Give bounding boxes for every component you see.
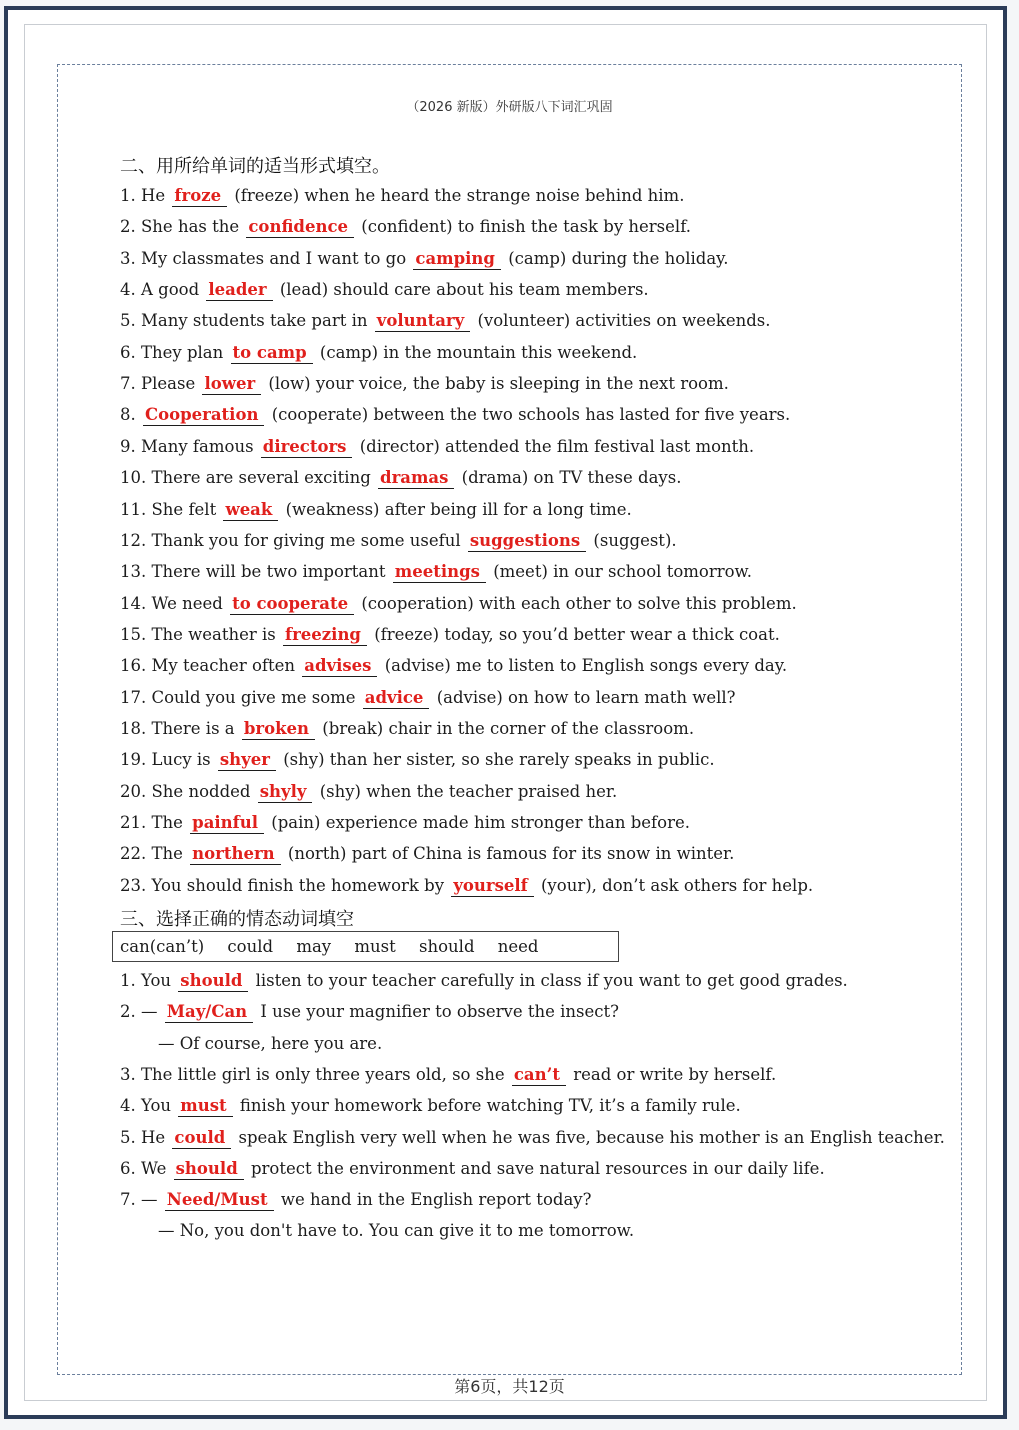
question-text-before: He [141,1127,166,1147]
answer-blank: to cooperate [230,594,354,615]
question-number: 23. [120,875,147,895]
question-line [120,183,684,209]
word-bank-item: must [354,937,396,956]
question-text-before: The weather is [151,624,276,644]
question-line [120,1156,825,1182]
question-text-before: Lucy is [151,750,211,770]
question-text-after: read or write by herself. [573,1064,777,1084]
question-text-after: (shy) than her sister, so she rarely speaks in public. [283,750,715,770]
question-text-before: There is a [151,718,235,738]
question-text-after: (weakness) after being ill for a long time. [285,499,632,519]
answer-blank: broken [242,719,315,740]
word-bank [112,931,619,962]
question-line [120,810,690,836]
question-text-after: (suggest). [593,530,677,550]
question-text-after: I use your magnifier to observe the insect? [260,1002,619,1022]
word-bank-item: can(can’t) [120,937,205,956]
answer-blank: advises [302,656,377,677]
question-line [120,999,619,1025]
answer-blank: weak [223,500,278,521]
question-text-before: My teacher often [151,656,296,676]
question-line [158,1218,634,1244]
question-text-after: (advise) me to listen to English songs every day. [384,656,788,676]
question-number: 17. [120,687,147,707]
answer-blank: leader [206,280,272,301]
question-line [120,653,787,679]
question-text-after: listen to your teacher carefully in class if you want to get good grades. [255,971,848,990]
question-number: 15. [120,624,147,644]
question-number: 3. [120,248,136,268]
question-text-before: My classmates and I want to go [141,248,407,268]
question-text-after: (camp) in the mountain this weekend. [319,342,638,362]
question-line [120,340,637,366]
question-line [120,968,848,994]
answer-blank: froze [172,186,227,207]
answer-blank: should [174,1159,244,1180]
question-text-after: speak English very well when he was five, because his mother is an English teacher. [238,1127,945,1147]
answer-blank: painful [190,813,264,834]
question-text-before: You [141,971,172,990]
answer-blank: yourself [451,876,533,897]
question-text-before: Many students take part in [141,311,368,331]
question-text-before: The [151,844,183,864]
question-text-after: (director) attended the film festival last month. [359,436,755,456]
question-text-before: Many famous [141,436,254,456]
question-text-before: She has the [141,217,240,237]
question-line [120,716,694,742]
question-number: 16. [120,656,147,676]
word-bank-item: need [497,937,539,956]
question-text-before: Please [141,374,196,394]
question-text-after: (your), don’t ask others for help. [541,875,814,895]
question-text-after: (pain) experience made him stronger than before. [271,813,690,832]
question-number: 4. [120,280,136,300]
answer-blank: northern [190,844,281,865]
question-text-after: (cooperation) with each other to solve this problem. [361,593,797,613]
question-number: 1. [120,971,136,990]
question-text-before: You [141,1096,172,1116]
question-number: 20. [120,781,147,801]
question-text-before: — [141,1190,158,1210]
answer-blank: advice [363,688,430,709]
question-number: 14. [120,593,147,613]
question-number: 4. [120,1096,136,1116]
word-bank-item: may [296,937,332,956]
question-number: 11. [120,499,147,519]
question-line [120,1187,591,1213]
question-text-after: (cooperate) between the two schools has lasted for five years. [271,405,791,425]
question-text-after: (camp) during the holiday. [508,248,729,268]
answer-blank: can’t [512,1065,566,1086]
question-text-before: — [141,1002,158,1022]
answer-blank: lower [202,374,261,395]
question-text-before: We [141,1158,167,1178]
answer-blank: could [172,1128,231,1149]
question-text-after: (freeze) today, so you’d better wear a thick coat. [374,624,780,644]
question-text-after: (confident) to finish the task by herself. [361,217,691,237]
question-text-before: She nodded [151,781,251,801]
question-text-before: You should finish the homework by [151,875,445,895]
question-number: 2. [120,1002,136,1022]
question-number: 5. [120,1127,136,1147]
question-text-after: (volunteer) activities on weekends. [477,311,771,331]
question-text-after: (advise) on how to learn math well? [436,687,736,707]
question-text-after: (drama) on TV these days. [461,468,682,488]
question-text-before: There are several exciting [151,468,371,488]
question-text-before: — No, you don't have to. You can give it to me tomorrow. [158,1221,635,1241]
question-line [120,402,790,428]
question-line [120,841,734,867]
question-number: 21. [120,813,147,832]
answer-blank: shyer [218,750,276,771]
question-text-after: protect the environment and save natural resources in our daily life. [250,1158,825,1178]
question-number: 8. [120,405,136,425]
page-header: （2026 新版）外研版八下词汇巩固 [406,100,613,115]
question-line [120,1093,741,1119]
question-number: 12. [120,530,147,550]
question-text-after: finish your homework before watching TV, it’s a family rule. [239,1096,741,1116]
question-text-after: we hand in the English report today? [280,1190,592,1210]
question-line [120,277,649,303]
question-line [120,559,752,585]
question-line [120,371,729,397]
question-line [120,434,754,460]
question-number: 7. [120,374,136,394]
question-number: 3. [120,1064,136,1084]
question-number: 6. [120,342,136,362]
question-number: 19. [120,750,147,770]
question-text-before: — Of course, here you are. [158,1033,383,1053]
question-line [120,308,771,334]
question-text-before: We need [151,593,223,613]
question-text-after: (low) your voice, the baby is sleeping in the next room. [268,374,729,394]
question-number: 1. [120,186,136,205]
answer-blank: suggestions [468,531,586,552]
question-line [120,779,617,805]
question-text-before: Could you give me some [151,687,356,707]
answer-blank: to camp [231,343,313,364]
question-number: 18. [120,718,147,738]
question-text-after: (freeze) when he heard the strange noise behind him. [234,186,685,205]
question-text-after: (shy) when the teacher praised her. [319,781,618,801]
answer-blank: must [178,1096,232,1117]
question-line [120,465,681,491]
question-line [120,873,813,899]
answer-blank: shyly [258,782,313,803]
question-text-after: (north) part of China is famous for its snow in winter. [287,844,735,864]
question-line [120,685,736,711]
question-number: 9. [120,436,136,456]
question-text-after: (lead) should care about his team members. [279,280,649,300]
question-line [120,747,715,773]
answer-blank: confidence [246,217,354,238]
answer-blank: meetings [393,562,486,583]
question-text-before: She felt [151,499,217,519]
question-text-after: (meet) in our school tomorrow. [493,562,752,582]
question-line [120,622,780,648]
section3-title: 三、选择正确的情态动词填空 [120,909,354,930]
answer-blank: camping [413,249,501,270]
question-line [120,528,677,554]
question-line [120,591,797,617]
question-line [120,497,632,523]
question-line [120,1062,776,1088]
question-number: 6. [120,1158,136,1178]
question-text-before: Thank you for giving me some useful [151,530,461,550]
answer-blank: voluntary [375,311,470,332]
word-bank-item: could [227,937,274,956]
question-number: 10. [120,468,147,488]
question-text-before: The [151,813,183,832]
question-line [120,214,691,240]
question-number: 2. [120,217,136,237]
question-number: 22. [120,844,147,864]
question-number: 7. [120,1190,136,1210]
question-text-before: They plan [141,342,224,362]
question-number: 13. [120,562,147,582]
question-text-before: There will be two important [151,562,386,582]
answer-blank: Need/Must [165,1190,274,1211]
question-line [120,246,729,272]
page-footer: 第6页，共12页 [454,1377,565,1396]
question-text-after: (break) chair in the corner of the classroom. [322,718,695,738]
question-text-before: The little girl is only three years old, so she [141,1064,505,1084]
answer-blank: Cooperation [143,405,264,426]
section2-title: 二、用所给单词的适当形式填空。 [120,156,390,177]
answer-blank: freezing [283,625,367,646]
answer-blank: should [178,971,248,992]
question-line [158,1031,382,1057]
word-bank-item: should [419,937,475,956]
question-line [120,1125,945,1151]
question-text-before: A good [141,280,200,300]
answer-blank: May/Can [165,1002,253,1023]
question-number: 5. [120,311,136,331]
answer-blank: directors [261,437,353,458]
answer-blank: dramas [378,468,454,489]
question-text-before: He [141,186,166,205]
